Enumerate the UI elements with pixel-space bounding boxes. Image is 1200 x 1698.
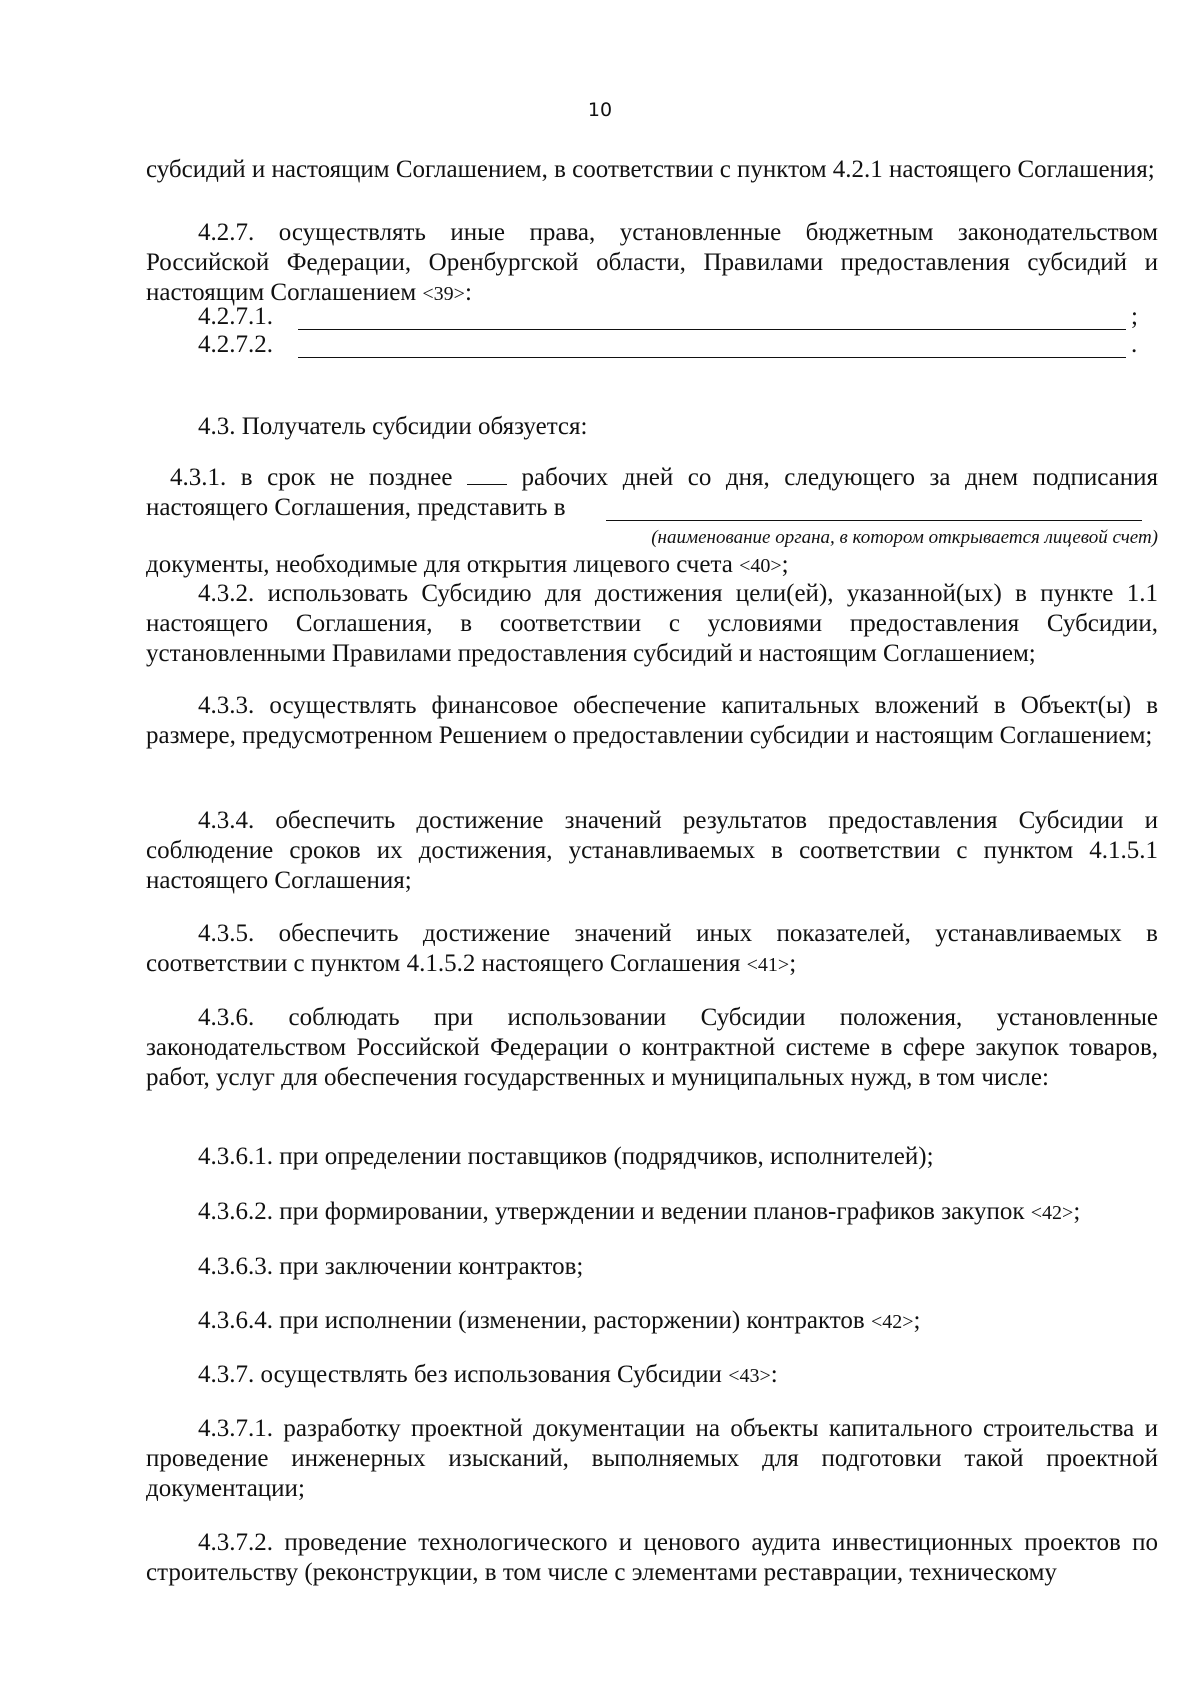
paragraph-4-3-6-4-text: 4.3.6.4. при исполнении (изменении, расторжении) контрактов — [198, 1307, 871, 1334]
paragraph-4-2-7-text: 4.2.7. осуществлять иные права, установленные бюджетным законодательством Российской Федерации, Оренбургской области, Правилами предоставления субсидий и настоящим Соглашением — [146, 219, 1158, 306]
days-blank — [467, 464, 507, 485]
paragraph-4-3-1-tail: ; — [781, 551, 789, 578]
paragraph-4-3-7-tail: : — [770, 1361, 778, 1388]
organ-name-hint: (наименование органа, в котором открывается лицевой счет) — [651, 527, 1158, 548]
paragraph-4-3-6: 4.3.6. соблюдать при использовании Субсидии положения, установленные законодательством Российской Федерации о контрактной системе в сфере закупок товаров, работ, услуг для обеспечения государственных и муниципальных нужд, в том числе: — [146, 1004, 1158, 1091]
paragraph-4-2-7 — [146, 218, 1158, 309]
paragraph-4-3-3: 4.3.3. осуществлять финансовое обеспечение капитальных вложений в Объект(ы) в размере, предусмотренном Решением о предоставлении субсидии и настоящим Соглашением; — [146, 692, 1158, 749]
paragraph-4-2-7-2 — [146, 330, 1158, 360]
page-number: 10 — [587, 99, 613, 121]
paragraph-4-2-7-1-end: ; — [1131, 303, 1138, 330]
footnote-ref-42: <42> — [1030, 1202, 1074, 1224]
footnote-ref-42: <42> — [870, 1311, 914, 1333]
paragraph-4-3-7 — [146, 1360, 1158, 1391]
paragraph-4-2-7-2-end: . — [1131, 331, 1138, 358]
paragraph-4-3-1-lead: 4.3.1. в срок не позднее — [170, 464, 468, 491]
paragraph-4-3-6-3: 4.3.6.3. при заключении контрактов; — [198, 1253, 584, 1280]
footnote-ref-39: <39> — [422, 283, 465, 305]
paragraph-4-2-7-1-label: 4.2.7.1. — [198, 303, 273, 330]
heading-4-3: 4.3. Получатель субсидии обязуется: — [198, 413, 588, 440]
paragraph-4-3-2: 4.3.2. использовать Субсидию для достижения цели(ей), указанной(ых) в пункте 1.1 настоящего Соглашения, в соответствии с условиями предоставления Субсидии, установленными Правилами предоставления субсидий и настоящим Соглашением; — [146, 580, 1158, 667]
paragraph-4-3-1-line2-text: документы, необходимые для открытия лицевого счета — [146, 551, 740, 578]
paragraph-4-3-6-2 — [146, 1197, 1158, 1228]
fill-in-line — [298, 357, 1126, 358]
paragraph-continuation: субсидий и настоящим Соглашением, в соответствии с пунктом 4.2.1 настоящего Соглашения; — [146, 156, 1155, 183]
paragraph-4-2-7-tail: : — [464, 279, 472, 306]
paragraph-4-3-7-2: 4.3.7.2. проведение технологического и ценового аудита инвестиционных проектов по строительству (реконструкции, в том числе с элементами реставрации, техническому — [146, 1529, 1158, 1586]
paragraph-4-3-6-2-tail: ; — [1073, 1198, 1081, 1225]
footnote-ref-43: <43> — [728, 1365, 771, 1387]
paragraph-4-3-7-text: 4.3.7. осуществлять без использования Субсидии — [198, 1361, 729, 1388]
paragraph-4-3-4: 4.3.4. обеспечить достижение значений результатов предоставления Субсидии и соблюдение сроков их достижения, устанавливаемых в соответствии с пунктом 4.1.5.1 настоящего Соглашения; — [146, 807, 1158, 894]
paragraph-4-3-1-line2 — [146, 550, 1158, 581]
paragraph-4-2-7-1 — [146, 302, 1158, 332]
paragraph-4-3-1 — [146, 463, 1158, 523]
paragraph-4-3-1-mid: рабочих дней со дня, следующего за днем подписания настоящего Соглашения, представить в — [146, 464, 1158, 521]
paragraph-4-3-6-1: 4.3.6.1. при определении поставщиков (подрядчиков, исполнителей); — [198, 1143, 934, 1170]
paragraph-4-3-6-4 — [146, 1306, 1158, 1337]
footnote-ref-41: <41> — [746, 954, 790, 976]
paragraph-4-3-6-4-tail: ; — [913, 1307, 921, 1334]
organ-name-line — [606, 520, 1142, 521]
paragraph-4-3-5-tail: ; — [789, 950, 797, 977]
paragraph-4-2-7-2-label: 4.2.7.2. — [198, 331, 273, 358]
paragraph-4-3-6-2-text: 4.3.6.2. при формировании, утверждении и ведении планов-графиков закупок — [198, 1198, 1031, 1225]
paragraph-4-3-7-1: 4.3.7.1. разработку проектной документации на объекты капитального строительства и проведение инженерных изысканий, выполняемых для подготовки такой проектной документации; — [146, 1415, 1158, 1502]
paragraph-4-3-5-text: 4.3.5. обеспечить достижение значений иных показателей, устанавливаемых в соответствии с пунктом 4.1.5.2 настоящего Соглашения — [146, 920, 1158, 977]
paragraph-4-3-5 — [146, 919, 1158, 980]
footnote-ref-40: <40> — [739, 555, 782, 577]
